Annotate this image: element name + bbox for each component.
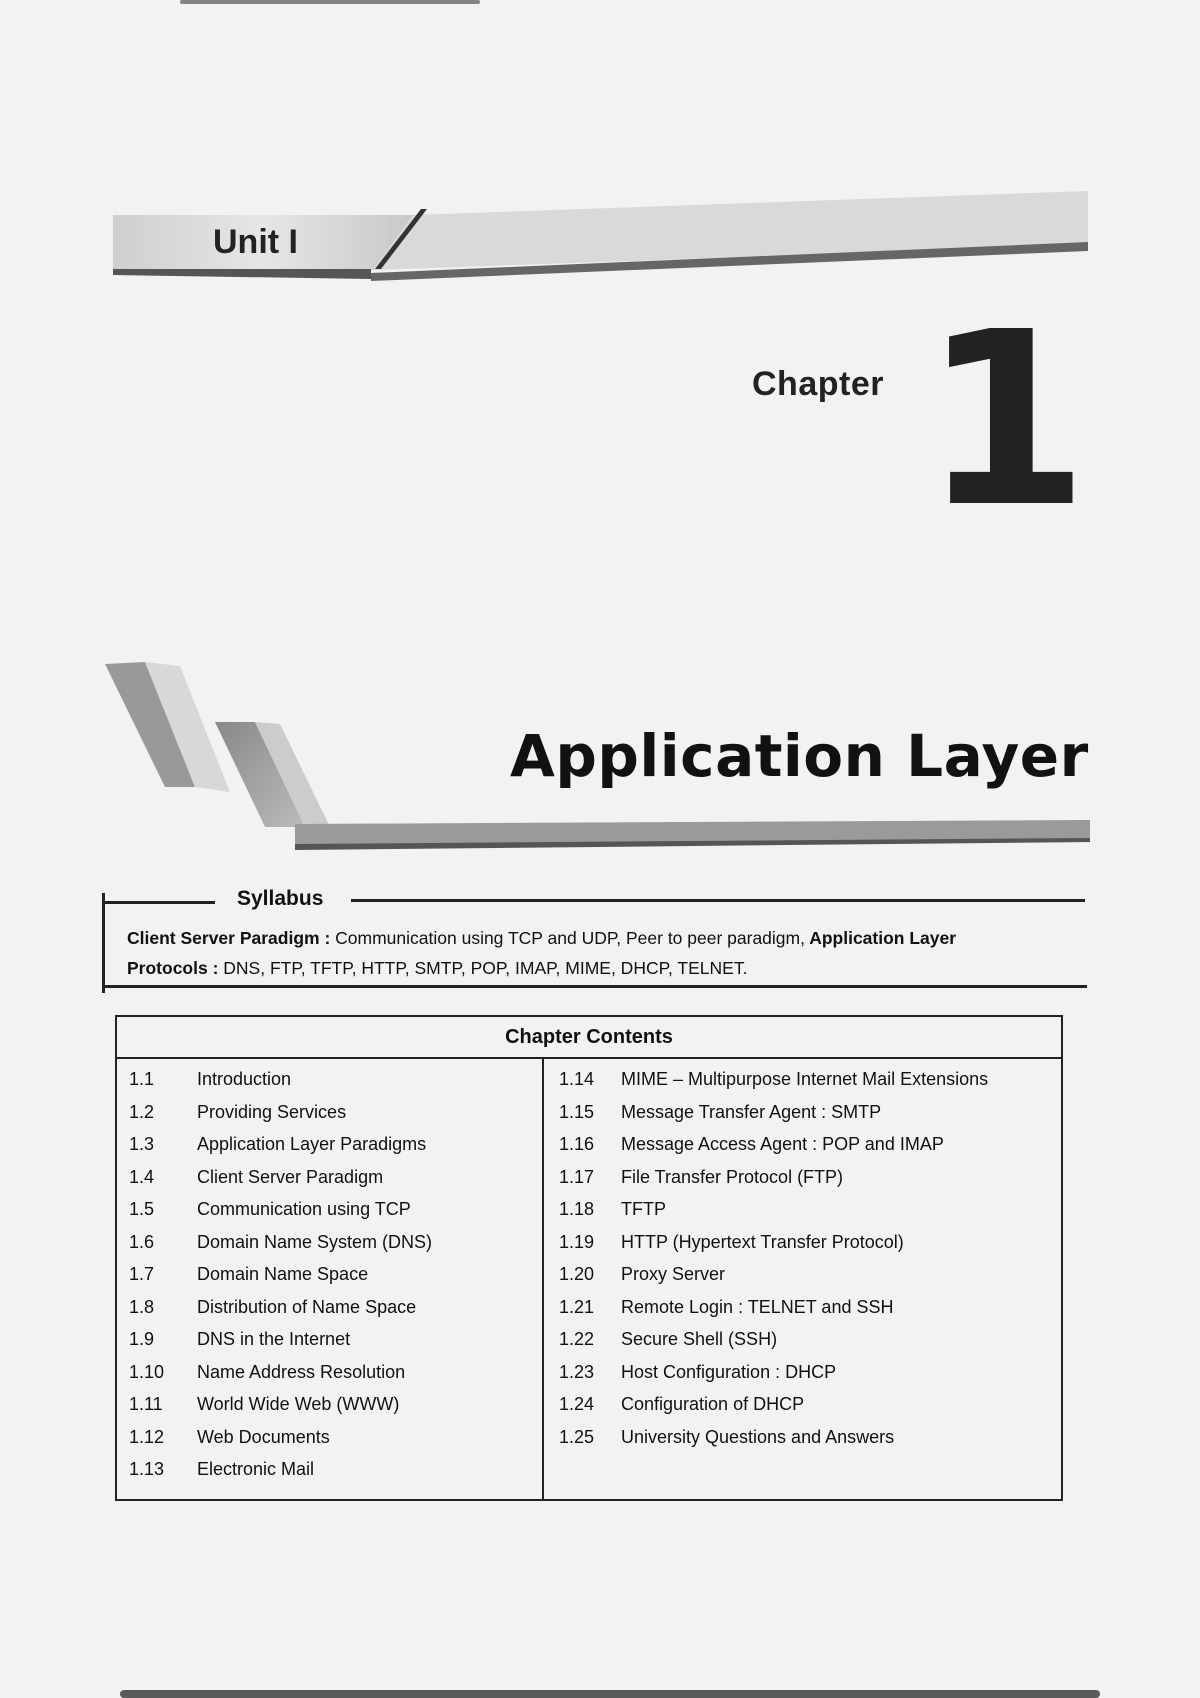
contents-row — [117, 1226, 537, 1259]
page-edge-bottom — [120, 1690, 1100, 1698]
section-number: 1.3 — [129, 1134, 155, 1154]
section-number: 1.23 — [559, 1361, 595, 1382]
syllabus-rule-bottom — [105, 985, 1087, 988]
section-number: 1.18 — [559, 1199, 595, 1219]
section-title: DNS in the Internet — [197, 1329, 351, 1349]
syllabus-rule-left — [105, 901, 215, 904]
section-title: TFTP — [621, 1199, 666, 1219]
section-number: 1.11 — [129, 1394, 163, 1414]
section-title: Domain Name Space — [197, 1264, 369, 1284]
section-title: HTTP (Hypertext Transfer Protocol) — [621, 1231, 904, 1252]
contents-row — [117, 1323, 537, 1356]
section-number: 1.14 — [559, 1069, 595, 1089]
contents-row — [549, 1323, 1059, 1356]
section-title: Client Server Paradigm — [197, 1166, 384, 1187]
contents-row — [117, 1356, 537, 1389]
section-title: Introduction — [197, 1069, 292, 1089]
section-title: Host Configuration : DHCP — [621, 1361, 837, 1382]
contents-row — [549, 1063, 1059, 1096]
contents-row — [117, 1096, 537, 1129]
contents-column-left — [117, 1063, 537, 1486]
section-title: Web Documents — [197, 1426, 330, 1447]
unit-banner — [113, 185, 1088, 285]
section-number: 1.1 — [129, 1069, 155, 1089]
section-title: World Wide Web (WWW) — [197, 1394, 400, 1414]
syllabus-rule-right — [351, 899, 1085, 902]
contents-row — [117, 1063, 537, 1096]
contents-row — [549, 1421, 1059, 1454]
chapter-title: Application Layer — [510, 722, 1089, 790]
section-number: 1.22 — [559, 1329, 595, 1349]
section-title: Proxy Server — [621, 1264, 726, 1284]
section-title: Providing Services — [197, 1101, 347, 1122]
contents-row — [117, 1453, 537, 1486]
contents-row — [549, 1258, 1059, 1291]
contents-row — [117, 1193, 537, 1226]
section-title: University Questions and Answers — [621, 1426, 895, 1447]
section-number: 1.7 — [129, 1264, 155, 1284]
syllabus-term: Protocols : — [127, 958, 219, 978]
section-title: Distribution of Name Space — [197, 1296, 417, 1317]
syllabus-heading: Syllabus — [237, 887, 324, 910]
page-edge-top — [180, 0, 480, 4]
section-number: 1.8 — [129, 1296, 155, 1317]
contents-column-right — [549, 1063, 1059, 1453]
section-title: Electronic Mail — [197, 1459, 315, 1479]
contents-row — [117, 1161, 537, 1194]
contents-row — [549, 1356, 1059, 1389]
section-number: 1.20 — [559, 1264, 595, 1284]
section-title: MIME – Multipurpose Internet Mail Extensions — [621, 1069, 989, 1089]
section-number: 1.25 — [559, 1426, 595, 1447]
section-number: 1.16 — [559, 1134, 595, 1154]
chapter-contents-table — [115, 1015, 1063, 1501]
column-divider — [542, 1057, 544, 1499]
section-number: 1.24 — [559, 1394, 595, 1414]
section-number: 1.5 — [129, 1199, 155, 1219]
contents-row — [117, 1291, 537, 1324]
syllabus-description: DNS, FTP, TFTP, HTTP, SMTP, POP, IMAP, MIME, DHCP, TELNET. — [218, 958, 748, 978]
contents-row — [117, 1128, 537, 1161]
section-title: Communication using TCP — [197, 1199, 411, 1219]
section-title: Domain Name System (DNS) — [197, 1231, 433, 1252]
section-number: 1.12 — [129, 1426, 165, 1447]
section-number: 1.13 — [129, 1459, 165, 1479]
section-title: Message Transfer Agent : SMTP — [621, 1101, 882, 1122]
contents-row — [549, 1226, 1059, 1259]
section-number: 1.17 — [559, 1166, 595, 1187]
section-number: 1.9 — [129, 1329, 155, 1349]
section-title: Configuration of DHCP — [621, 1394, 805, 1414]
syllabus-term: Client Server Paradigm : — [127, 928, 331, 948]
section-number: 1.15 — [559, 1101, 595, 1122]
section-title: Secure Shell (SSH) — [621, 1329, 778, 1349]
contents-row — [549, 1388, 1059, 1421]
contents-row — [549, 1161, 1059, 1194]
chapter-number: 1 — [922, 280, 1089, 560]
section-number: 1.2 — [129, 1101, 155, 1122]
section-title: Name Address Resolution — [197, 1361, 406, 1382]
section-number: 1.6 — [129, 1231, 155, 1252]
section-number: 1.21 — [559, 1296, 595, 1317]
contents-row — [549, 1096, 1059, 1129]
contents-row — [549, 1193, 1059, 1226]
contents-row — [117, 1388, 537, 1421]
chapter-contents-heading: Chapter Contents — [117, 1017, 1061, 1059]
section-title: Application Layer Paradigms — [197, 1134, 427, 1154]
section-title: Message Access Agent : POP and IMAP — [621, 1134, 944, 1154]
section-number: 1.19 — [559, 1231, 595, 1252]
section-title: File Transfer Protocol (FTP) — [621, 1166, 844, 1187]
contents-row — [117, 1258, 537, 1291]
chapter-word: Chapter — [752, 365, 884, 403]
section-title: Remote Login : TELNET and SSH — [621, 1296, 894, 1317]
section-number: 1.10 — [129, 1361, 165, 1382]
syllabus-box — [102, 887, 1085, 993]
unit-label: Unit I — [213, 223, 298, 261]
contents-row — [117, 1421, 537, 1454]
contents-row — [549, 1291, 1059, 1324]
syllabus-term: Application Layer — [804, 928, 957, 948]
section-number: 1.4 — [129, 1166, 155, 1187]
syllabus-text — [127, 923, 1077, 983]
contents-row — [549, 1128, 1059, 1161]
syllabus-description: Communication using TCP and UDP, Peer to peer paradigm, — [330, 928, 805, 948]
